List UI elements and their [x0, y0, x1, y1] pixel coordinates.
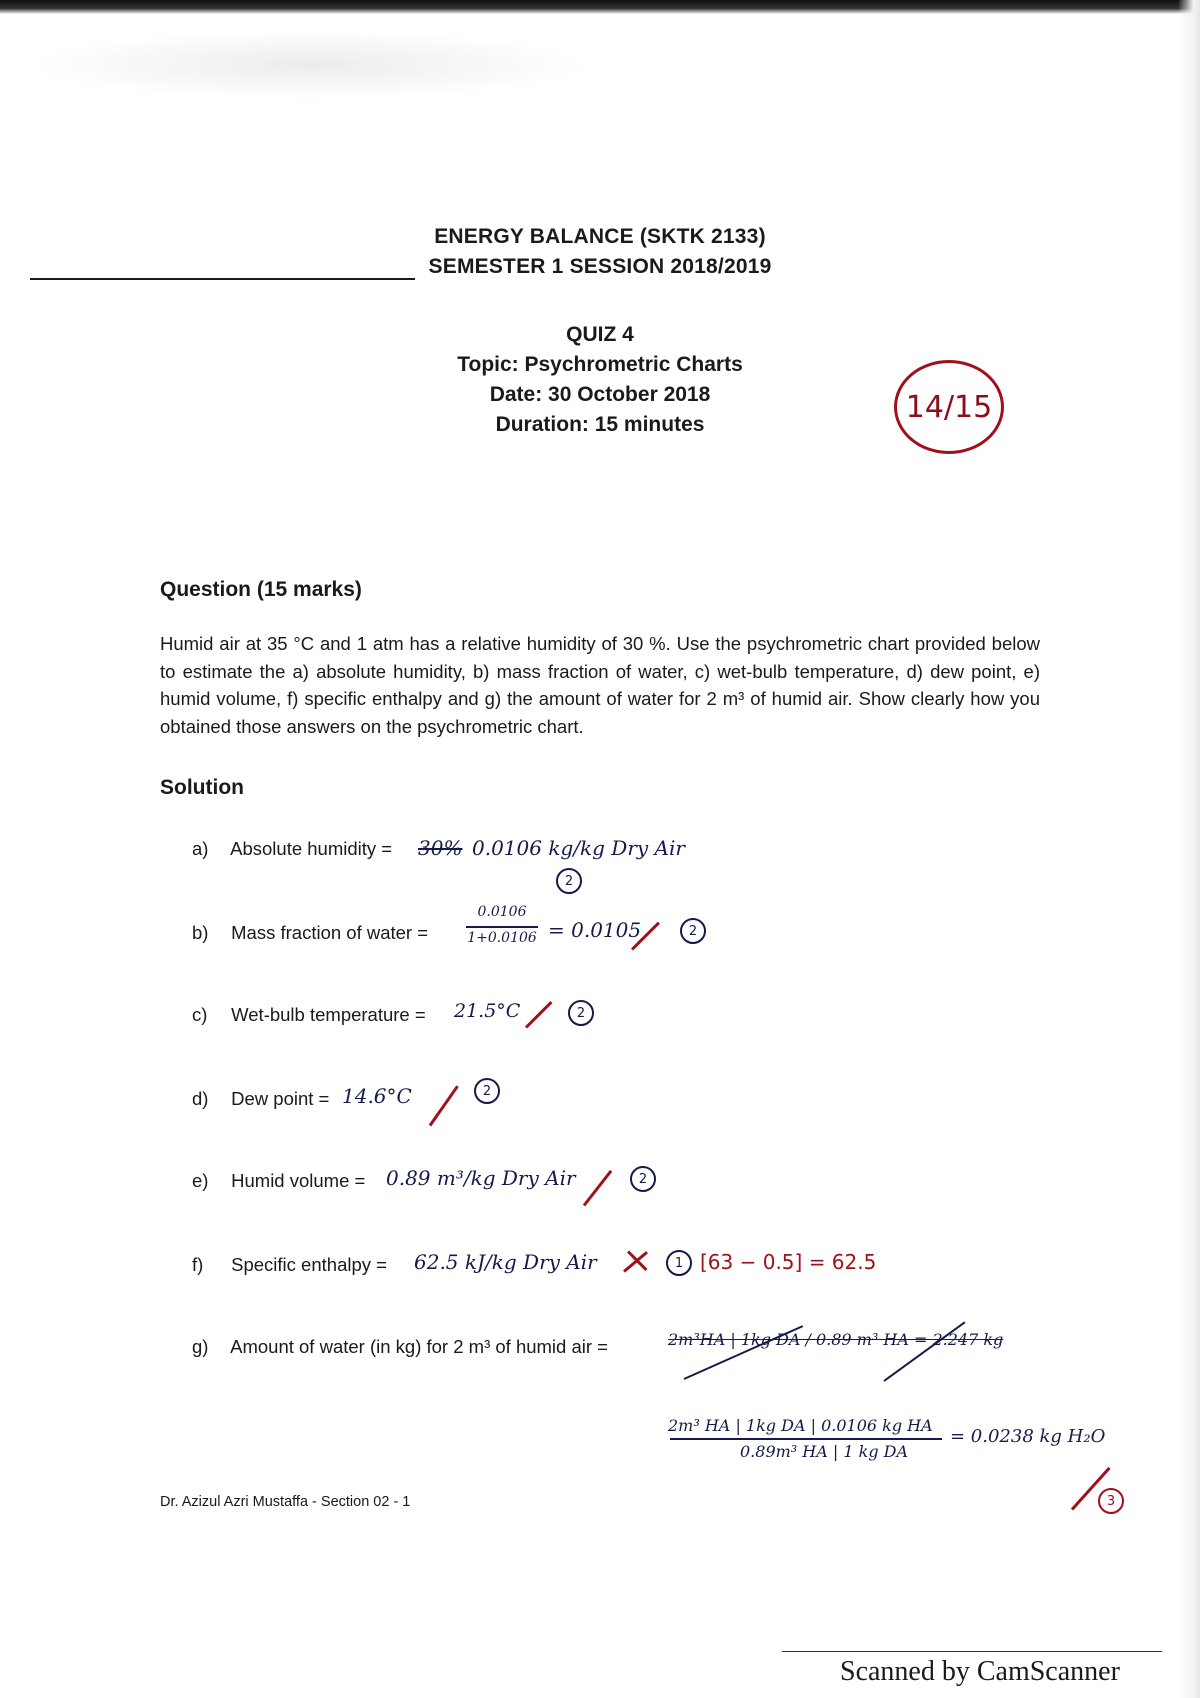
answer-prompt: Amount of water (in kg) for 2 m³ of humid air =	[230, 1336, 608, 1357]
score-text: 14/15	[905, 389, 993, 425]
answer-label: e)	[192, 1170, 209, 1191]
check-mark	[583, 1170, 612, 1207]
mark-circle-d: 2	[474, 1078, 500, 1104]
mark-circle-b: 2	[680, 918, 706, 944]
answer-label: f)	[192, 1254, 204, 1275]
struck-working: 2m³HA | 1kg DA / 0.89 m³ HA = 2.247 kg	[668, 1330, 1004, 1349]
handwritten-answer-d: 14.6°C	[342, 1084, 412, 1108]
answer-label: d)	[192, 1088, 209, 1109]
watermark-rule	[782, 1651, 1162, 1652]
quiz-date: Date: 30 October 2018	[489, 383, 711, 406]
answer-prompt: Absolute humidity =	[230, 838, 393, 859]
answer-label: c)	[192, 1004, 208, 1025]
answer-f	[192, 1254, 387, 1276]
answer-prompt: Humid volume =	[231, 1170, 366, 1191]
footer-text: Dr. Azizul Azri Mustaffa - Section 02 - 1	[160, 1494, 411, 1510]
header-rule	[30, 278, 415, 280]
score-circle	[894, 360, 1004, 454]
mark-circle-g: 3	[1098, 1488, 1124, 1514]
answer-a	[192, 838, 392, 860]
course-title: ENERGY BALANCE (SKTK 2133)	[434, 225, 766, 248]
answer-c	[192, 1004, 426, 1026]
struck-answer: 30%	[418, 836, 463, 860]
document-header	[0, 222, 1200, 282]
quiz-duration: Duration: 15 minutes	[495, 413, 705, 436]
handwritten-answer-e: 0.89 m³/kg Dry Air	[386, 1166, 576, 1190]
handwritten-answer-a: 0.0106 kg/kg Dry Air	[472, 836, 685, 860]
answer-prompt: Mass fraction of water =	[231, 922, 429, 943]
mark-circle-a: 2	[556, 868, 582, 894]
answer-label: g)	[192, 1336, 209, 1357]
fraction-bar	[466, 926, 538, 928]
scan-smudge	[30, 30, 590, 100]
handwritten-answer-g: = 0.0238 kg H₂O	[950, 1426, 1106, 1447]
working-fraction-bar	[670, 1438, 942, 1440]
camscanner-watermark: Scanned by CamScanner	[840, 1656, 1120, 1687]
handwritten-answer-c: 21.5°C	[454, 1000, 521, 1022]
mark-circle-e: 2	[630, 1166, 656, 1192]
handwritten-answer-b: = 0.0105	[548, 918, 642, 942]
fraction-denominator: 1+0.0106	[467, 930, 537, 946]
scan-top-border	[0, 0, 1200, 14]
solution-title: Solution	[160, 776, 244, 799]
quiz-title: QUIZ 4	[566, 323, 634, 346]
question-text: Humid air at 35 °C and 1 atm has a relative humidity of 30 %. Use the psychrometric chart provided below to estimate the a) absolute humidity, b) mass fraction of water, c) wet-bulb temperature, d) dew point, e) humid volume, f) specific enthalpy and g) the amount of water for 2 m³ of humid air. Show clearly how you obtained those answers on the psychrometric chart.	[160, 633, 1040, 737]
answer-b	[192, 922, 428, 944]
answer-label: b)	[192, 922, 209, 943]
check-mark	[525, 1001, 553, 1029]
handwritten-answer-f: 62.5 kJ/kg Dry Air	[414, 1250, 597, 1274]
answer-e	[192, 1170, 365, 1192]
semester-title: SEMESTER 1 SESSION 2018/2019	[428, 255, 772, 278]
answer-d	[192, 1088, 329, 1110]
working-denominator: 0.89m³ HA | 1 kg DA	[740, 1442, 909, 1461]
mark-circle-c: 2	[568, 1000, 594, 1026]
answer-g	[192, 1336, 608, 1358]
answer-prompt: Dew point =	[231, 1088, 330, 1109]
answer-label: a)	[192, 838, 209, 859]
answer-prompt: Specific enthalpy =	[231, 1254, 387, 1275]
answer-prompt: Wet-bulb temperature =	[231, 1004, 426, 1025]
fraction-numerator: 0.0106	[477, 904, 527, 920]
grader-correction: [63 − 0.5] = 62.5	[700, 1250, 877, 1274]
quiz-topic: Topic: Psychrometric Charts	[457, 353, 743, 376]
check-mark	[429, 1085, 459, 1126]
working-numerator: 2m³ HA | 1kg DA | 0.0106 kg HA	[668, 1416, 933, 1435]
question-title: Question (15 marks)	[160, 578, 362, 601]
quiz-info	[340, 320, 860, 440]
mark-circle-f: 1	[666, 1250, 692, 1276]
